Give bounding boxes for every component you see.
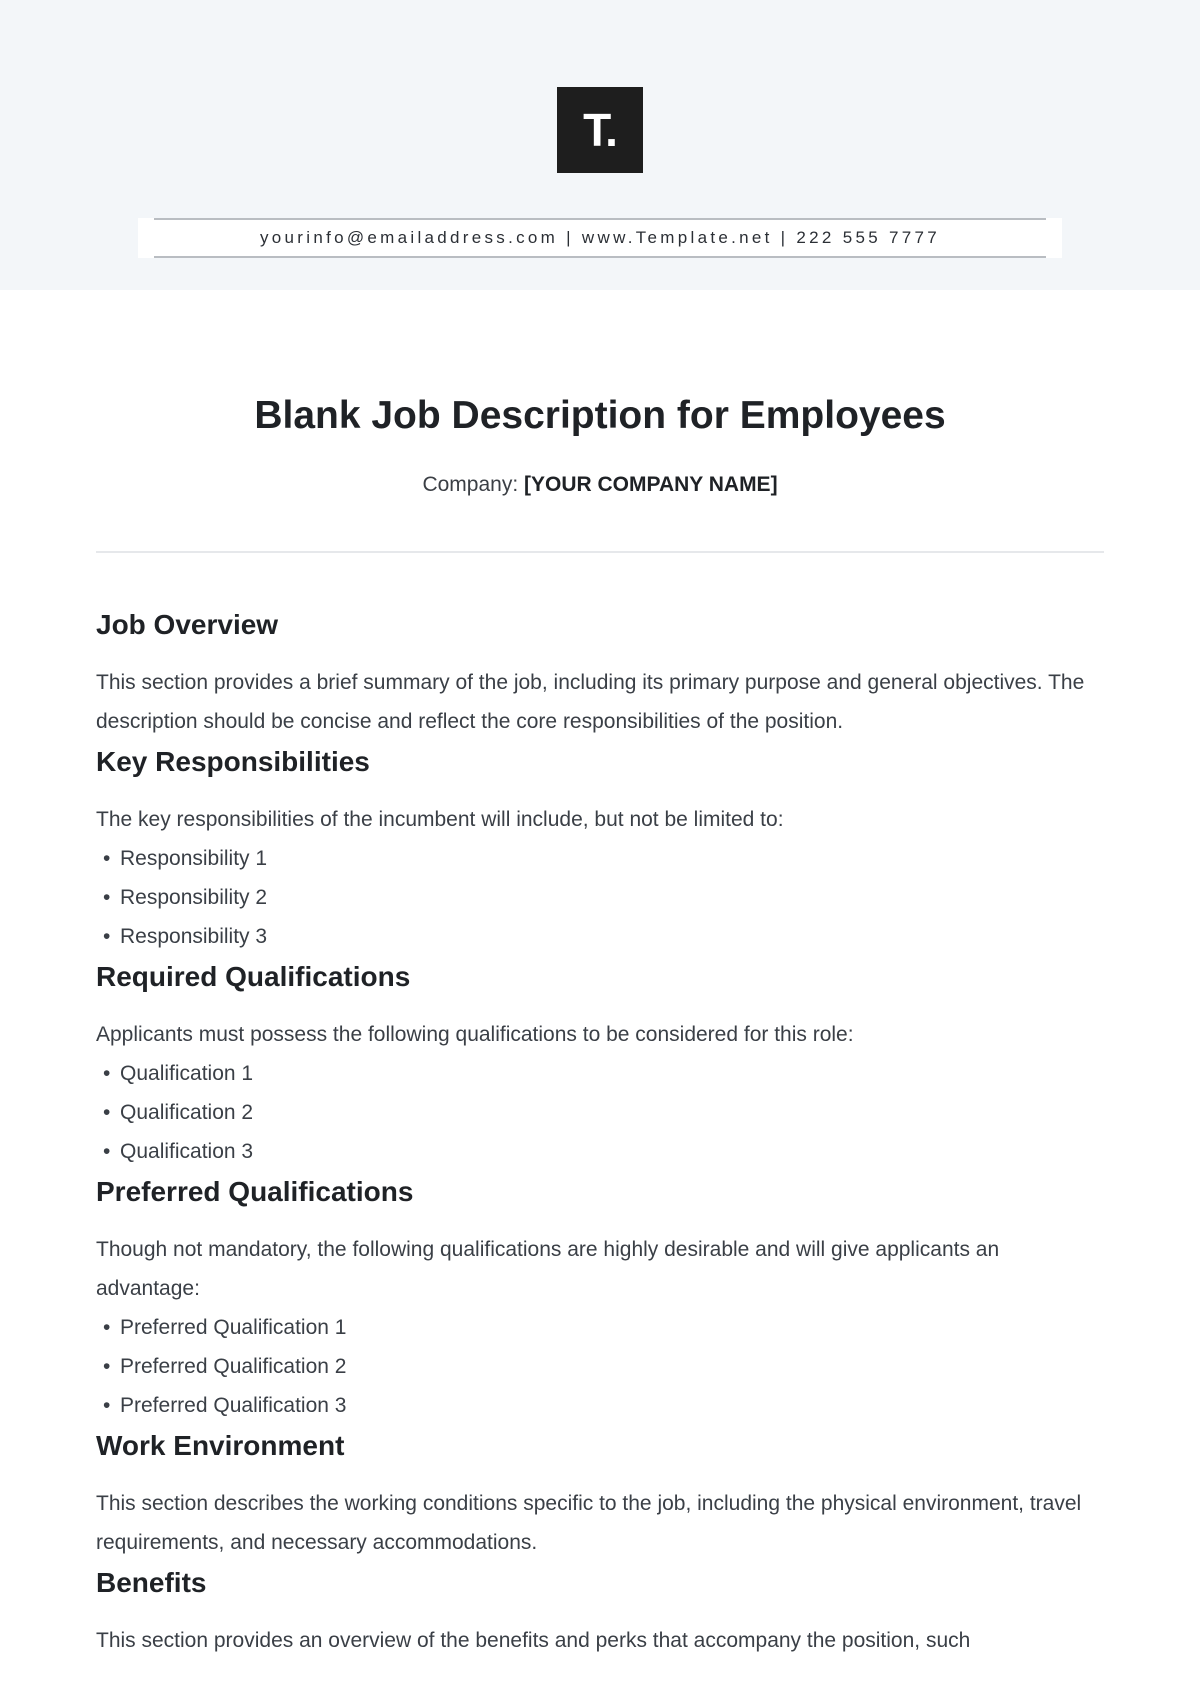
bullet: • <box>103 847 111 870</box>
section-heading: Key Responsibilities <box>96 746 370 777</box>
list-item <box>96 1054 1096 1093</box>
bullet: • <box>103 1062 111 1085</box>
bullet: • <box>103 1101 111 1124</box>
section-job-overview <box>96 604 1096 741</box>
company-label: Company: <box>422 473 519 496</box>
responsibility-list <box>96 839 1096 956</box>
list-item-text: Responsibility 1 <box>120 847 268 870</box>
bullet: • <box>103 886 111 909</box>
bullet: • <box>103 1394 111 1417</box>
list-item-text: Responsibility 3 <box>120 925 268 948</box>
list-item <box>96 1308 1096 1347</box>
page-title: Blank Job Description for Employees <box>254 394 946 437</box>
section-intro: Applicants must possess the following qualifications to be considered for this role: <box>96 1023 854 1046</box>
section-intro: The key responsibilities of the incumbent will include, but not be limited to: <box>96 808 784 831</box>
bullet: • <box>103 1140 111 1163</box>
section-work-environment <box>96 1425 1096 1562</box>
section-text: This section describes the working conditions specific to the job, including the physical environment, travel requirements, and necessary accommodations. <box>96 1492 1082 1554</box>
list-item-text: Preferred Qualification 2 <box>120 1355 347 1378</box>
section-preferred-qualifications <box>96 1171 1096 1425</box>
list-item-text: Qualification 1 <box>120 1062 254 1085</box>
section-heading: Preferred Qualifications <box>96 1176 414 1207</box>
list-item <box>96 839 1096 878</box>
section-heading: Job Overview <box>96 609 279 640</box>
section-required-qualifications <box>96 956 1096 1171</box>
section-heading: Work Environment <box>96 1430 345 1461</box>
list-item-text: Preferred Qualification 3 <box>120 1394 347 1417</box>
section-text: This section provides a brief summary of the job, including its primary purpose and general objectives. The description should be concise and reflect the core responsibilities of the position. <box>96 671 1085 733</box>
list-item <box>96 878 1096 917</box>
list-item <box>96 917 1096 956</box>
bullet: • <box>103 1316 111 1339</box>
company-line <box>0 473 1200 497</box>
section-benefits <box>96 1562 1096 1660</box>
bullet: • <box>103 925 111 948</box>
section-intro: Though not mandatory, the following qualifications are highly desirable and will give applicants an advantage: <box>96 1238 1000 1300</box>
qualification-list <box>96 1054 1096 1171</box>
preferred-qualification-list <box>96 1308 1096 1425</box>
list-item <box>96 1132 1096 1171</box>
section-heading: Benefits <box>96 1567 207 1598</box>
list-item-text: Responsibility 2 <box>120 886 268 909</box>
bullet: • <box>103 1355 111 1378</box>
contact-info: yourinfo@emailaddress.com | www.Template.net | 222 555 7777 <box>138 218 1062 258</box>
header-band <box>0 0 1200 290</box>
list-item <box>96 1347 1096 1386</box>
divider <box>96 551 1104 553</box>
list-item-text: Qualification 2 <box>120 1101 254 1124</box>
section-text: This section provides an overview of the benefits and perks that accompany the position, such <box>96 1629 971 1652</box>
list-item <box>96 1093 1096 1132</box>
section-key-responsibilities <box>96 741 1096 956</box>
list-item-text: Qualification 3 <box>120 1140 254 1163</box>
document-body <box>96 604 1096 1660</box>
list-item <box>96 1386 1096 1425</box>
company-logo: T. <box>557 87 643 173</box>
list-item-text: Preferred Qualification 1 <box>120 1316 347 1339</box>
company-name-placeholder: [YOUR COMPANY NAME] <box>524 473 778 496</box>
section-heading: Required Qualifications <box>96 961 411 992</box>
